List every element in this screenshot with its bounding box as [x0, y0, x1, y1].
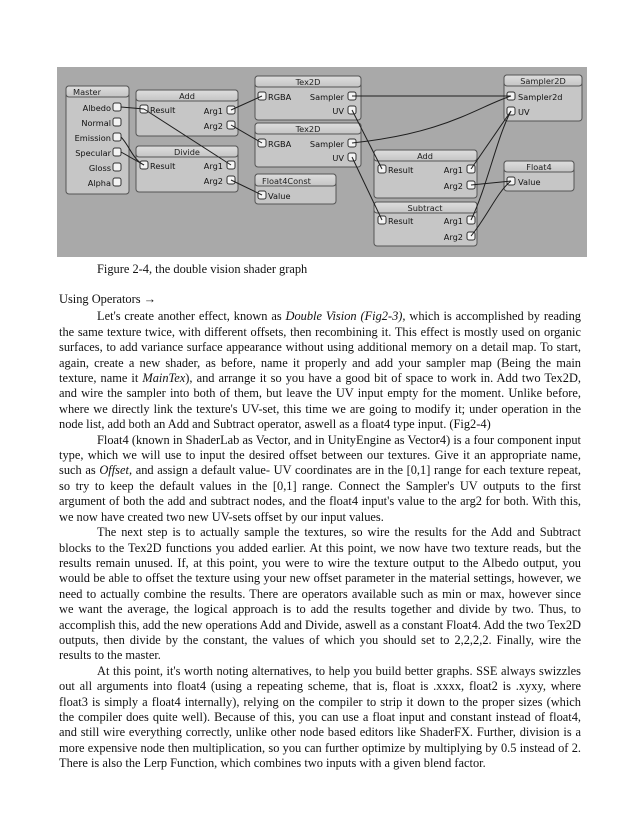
- float4const-title: Float4Const: [262, 176, 311, 186]
- add1-result-label: Result: [150, 105, 176, 115]
- sampler2d-node[interactable]: [504, 75, 582, 121]
- paragraph-3: The next step is to actually sample the textures, so wire the results for the Add and Subtract blocks to the Tex2D functions you added earlier. At this point, we now have two texture reads, but the results remain unused. If, at this point, you were to wire the texture output to the Albedo output, you would be able to offset the texture using your new offset parameter in the material settings, however, we need to actually combine the results. There are operators available such as min or max, however since we want the average, the logical approach is to add the results together and divide by two. Thus, to accomplish this, add the new operations Add and Divide, aswell as a constant Float4. Add the two Tex2D outputs, then divide by the constant, the values of which you should set to 2,2,2,2. Finally, wire the results to the master.: [59, 525, 581, 663]
- add-node-1[interactable]: [136, 90, 238, 136]
- subtract-arg1-label: Arg1: [443, 216, 463, 226]
- paragraph-4: At this point, it's worth noting alternatives, to help you build better graphs. SSE always swizzles out all arguments into float4 (using a repeating scheme, that is, float is .xxxx, float2 is .xyxy, where float3 is simply a float4 internally), relying on the compiler to strip it down to the proper sizes (which the compiler does quite well). Because of this, you can use a float input and constant instead of float4, and still wire everything correctly, unlike other node based editors like ShaderFX. Further, division is a more expensive node then multiplication, so you can further optimize by multiplying by 0.5 instead of 2. There is also the Lerp Function, which combines two inputs with a given blend factor.: [59, 663, 581, 771]
- tex2d-node-2[interactable]: [255, 123, 361, 167]
- tex2d-2-uv-label: UV: [332, 153, 344, 163]
- divide-arg2-label: Arg2: [203, 176, 223, 186]
- figure-caption: Figure 2-4, the double vision shader graph: [97, 262, 308, 276]
- add-node-2-title: Add: [417, 151, 433, 161]
- shader-graph-canvas: [57, 67, 587, 257]
- sampler2d-uv-label: UV: [518, 107, 530, 117]
- tex2d-2-title: Tex2D: [295, 124, 321, 134]
- shader-graph-figure: [57, 67, 587, 257]
- tex2d-1-title: Tex2D: [295, 77, 321, 87]
- add-node-1-title: Add: [179, 91, 195, 101]
- master-port-normal: Normal: [81, 118, 111, 128]
- float4const-node[interactable]: [255, 174, 336, 204]
- float4-value-label: Value: [518, 177, 541, 187]
- tex2d-1-rgba-label: RGBA: [268, 92, 292, 102]
- divide-result-label: Result: [150, 161, 176, 171]
- divide-arg1-label: Arg1: [203, 161, 223, 171]
- add2-arg2-label: Arg2: [443, 181, 463, 191]
- master-emission-socket[interactable]: [113, 133, 121, 141]
- master-gloss-socket[interactable]: [113, 163, 121, 171]
- master-specular-socket[interactable]: [113, 148, 121, 156]
- master-port-emission: Emission: [74, 133, 111, 143]
- sampler2d-sampler-label: Sampler2d: [518, 92, 563, 102]
- master-node[interactable]: [66, 86, 129, 194]
- master-node-title: Master: [73, 87, 101, 97]
- float4const-value-label: Value: [268, 191, 291, 201]
- add-node-2[interactable]: [374, 150, 477, 198]
- tex2d-2-rgba-label: RGBA: [268, 139, 292, 149]
- tex2d-node-1[interactable]: [255, 76, 361, 120]
- float4const-value-socket[interactable]: [258, 191, 266, 199]
- subtract-node[interactable]: [374, 202, 477, 246]
- master-port-specular: Specular: [75, 148, 111, 158]
- float4-title: Float4: [526, 162, 552, 172]
- divide-node[interactable]: [136, 146, 238, 192]
- sampler2d-title: Sampler2D: [520, 76, 566, 86]
- master-alpha-socket[interactable]: [113, 178, 121, 186]
- divide-node-title: Divide: [174, 147, 200, 157]
- master-port-gloss: Gloss: [88, 163, 111, 173]
- subtract-node-title: Subtract: [407, 203, 443, 213]
- add2-result-label: Result: [388, 165, 414, 175]
- subtract-result-label: Result: [388, 216, 414, 226]
- paragraph-1: Let's create another effect, known as Double Vision (Fig2-3), which is accomplished by reading the same texture twice, with different offsets, then recombining it. This effect is mostly used on organic surfaces, to add variance surface appearance without using additional memory on a detail map. To start, again, create a new shader, as before, name it properly and add your sampler map (Being the main texture, name it MainTex), and arrange it so you have a good bit of space to work in. Add two Tex2D, and wire the sampler into both of them, but leave the UV input empty for the moment. Unlike before, where we directly link the texture's UV-set, this time we are going to modify it; under operation in the node list, add both an Add and Subtract operator, aswell as a float4 type input. (Fig2-4): [59, 309, 581, 432]
- section-heading: Using Operators →: [59, 292, 157, 306]
- subtract-arg2-label: Arg2: [443, 232, 463, 242]
- master-port-alpha: Alpha: [87, 178, 111, 188]
- tex2d-1-uv-label: UV: [332, 106, 344, 116]
- master-normal-socket[interactable]: [113, 118, 121, 126]
- float4-node[interactable]: [504, 161, 574, 191]
- add1-arg2-label: Arg2: [203, 121, 223, 131]
- master-port-albedo: Albedo: [82, 103, 111, 113]
- add2-arg1-label: Arg1: [443, 165, 463, 175]
- master-albedo-socket[interactable]: [113, 103, 121, 111]
- body-text: [59, 292, 581, 772]
- tex2d-1-sampler-label: Sampler: [309, 92, 344, 102]
- paragraph-2: Float4 (known in ShaderLab as Vector, and in UnityEngine as Vector4) is a four component input type, which we will use to input the desired offset between our textures. Give it an appropriate name, such as Offset, and assign a default value- UV coordinates are in the [0,1] range for each texture repeat, so try to keep the default values in the [0,1] range. Connect the Sampler's UV outputs to the first argument of both the add and subtract nodes, and the float4 input's value to the arg2 for both. With this, we now have created two new UV-sets offset by our input values.: [59, 432, 581, 524]
- add1-arg1-label: Arg1: [203, 106, 223, 116]
- tex2d-2-sampler-label: Sampler: [309, 139, 344, 149]
